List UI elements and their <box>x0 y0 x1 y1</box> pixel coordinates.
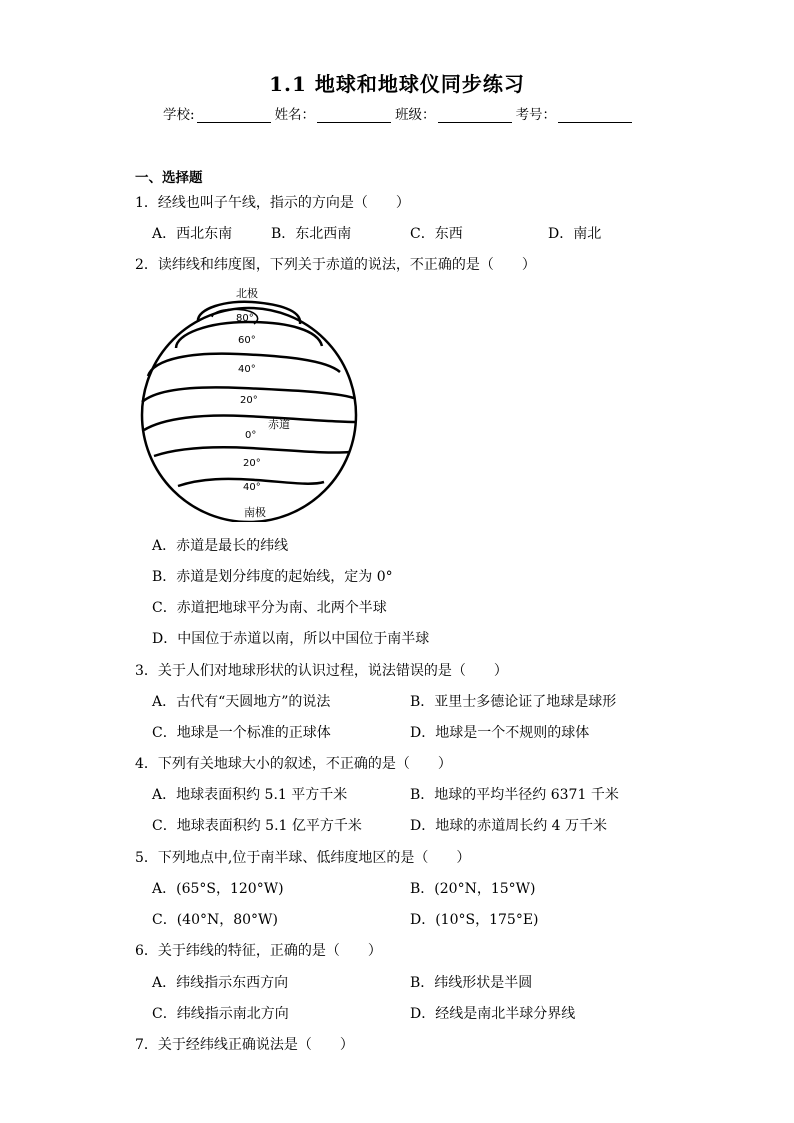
option-d: D．中国位于赤道以南，所以中国位于南半球 <box>152 631 430 647</box>
name-blank[interactable] <box>317 108 391 123</box>
option-d: D．地球是一个不规则的球体 <box>410 725 590 741</box>
option-b: B．东北西南 <box>271 226 352 242</box>
latitude-line-equator <box>144 416 356 430</box>
option-a: A．地球表面积约 5.1 平方千米 <box>152 787 348 803</box>
option-d: D．南北 <box>548 226 602 242</box>
latitude-line-20s <box>154 447 350 456</box>
option-c: C．地球是一个标准的正球体 <box>152 725 331 741</box>
option-c: C．地球表面积约 5.1 亿平方千米 <box>152 818 362 834</box>
lat-label-40n: 40° <box>238 364 256 375</box>
option-a: A．西北东南 <box>152 226 233 242</box>
question-stem: 1．经线也叫子午线，指示的方向是（ ） <box>135 195 410 211</box>
question-stem: 3．关于人们对地球形状的认识过程，说法错误的是（ ） <box>135 663 508 679</box>
option-c: C．东西 <box>410 226 463 242</box>
school-blank[interactable] <box>197 108 271 123</box>
option-c: C．纬线指示南北方向 <box>152 1006 289 1022</box>
class-blank[interactable] <box>438 108 512 123</box>
option-c: C．赤道把地球平分为南、北两个半球 <box>152 600 387 616</box>
question-stem: 4．下列有关地球大小的叙述，不正确的是（ ） <box>135 756 452 772</box>
option-b: B．地球的平均半径约 6371 千米 <box>410 787 619 803</box>
lat-label-40s: 40° <box>243 482 261 493</box>
option-a: A．纬线指示东西方向 <box>152 975 289 991</box>
option-a: A．赤道是最长的纬线 <box>152 538 289 554</box>
option-b: B．纬线形状是半圆 <box>410 975 533 991</box>
question-stem: 5．下列地点中,位于南半球、低纬度地区的是（ ） <box>135 850 471 866</box>
question-stem: 2．读纬线和纬度图，下列关于赤道的说法，不正确的是（ ） <box>135 257 536 273</box>
question-stem: 6．关于纬线的特征，正确的是（ ） <box>135 943 382 959</box>
option-c: C．(40°N，80°W) <box>152 912 278 928</box>
student-info-row <box>163 103 636 123</box>
option-b: B．(20°N，15°W) <box>410 881 536 897</box>
option-d: D．地球的赤道周长约 4 万千米 <box>410 818 608 834</box>
option-d: D．(10°S，175°E) <box>410 912 539 928</box>
page-title: 1.1 地球和地球仪同步练习 <box>269 72 525 96</box>
name-label: 姓名： <box>274 107 316 123</box>
south-pole-label: 南极 <box>244 506 266 519</box>
equator-label: 赤道 <box>268 418 290 431</box>
section-heading: 一、选择题 <box>135 170 203 186</box>
lat-label-80: 80° <box>236 313 254 324</box>
north-pole-label: 北极 <box>236 287 258 300</box>
class-label: 班级： <box>395 107 436 123</box>
option-d: D．经线是南北半球分界线 <box>410 1006 576 1022</box>
question-stem: 7．关于经纬线正确说法是（ ） <box>135 1037 354 1053</box>
option-b: B．赤道是划分纬度的起始线，定为 0° <box>152 569 393 585</box>
exam-number-label: 考号： <box>515 107 557 123</box>
lat-label-20s: 20° <box>243 458 261 469</box>
option-b: B．亚里士多德论证了地球是球形 <box>410 694 617 710</box>
exam-number-blank[interactable] <box>558 108 632 123</box>
option-a: A．(65°S，120°W) <box>152 881 284 897</box>
lat-label-20n: 20° <box>240 395 258 406</box>
lat-label-60: 60° <box>238 335 256 346</box>
lat-label-0: 0° <box>245 430 257 441</box>
option-a: A．古代有“天圆地方”的说法 <box>152 694 331 710</box>
school-label: 学校: <box>163 107 195 123</box>
latitude-globe-figure <box>138 284 360 522</box>
